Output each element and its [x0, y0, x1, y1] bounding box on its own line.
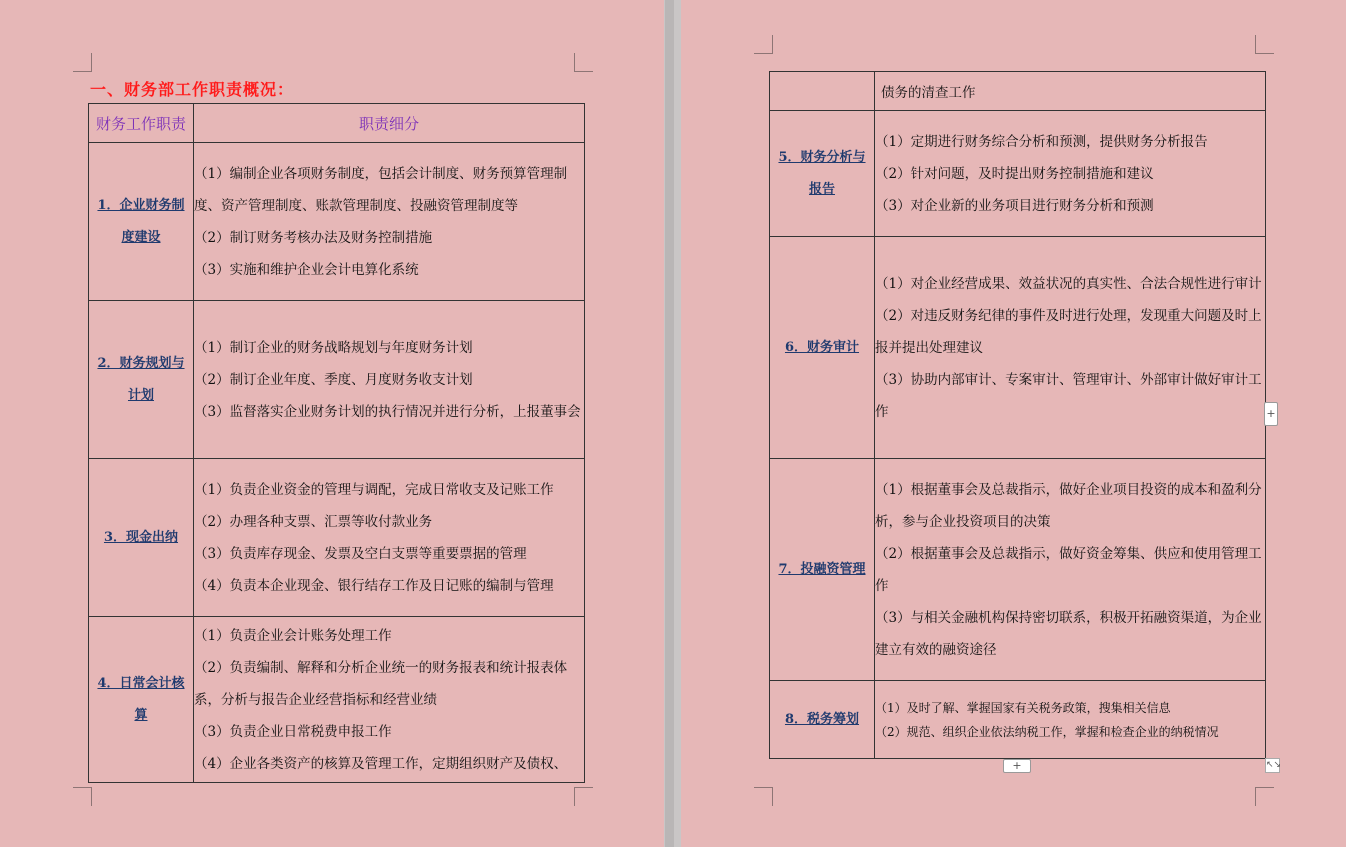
detail-item: （4）企业各类资产的核算及管理工作，定期组织财产及债权、 — [194, 755, 568, 772]
margin-corner-mark — [1255, 35, 1274, 54]
table-row[interactable] — [770, 237, 1266, 459]
detail-item: （1）对企业经营成果、效益状况的真实性、合法合规性进行审计 — [875, 275, 1262, 292]
table-header-row — [89, 104, 585, 143]
table-resize-handle[interactable]: ↖↘ — [1265, 758, 1280, 773]
category-link[interactable]: 2．财务规划与计划 — [97, 355, 185, 403]
table-row[interactable] — [770, 111, 1266, 237]
margin-corner-mark — [73, 787, 92, 806]
category-link[interactable]: 6．财务审计 — [784, 339, 860, 355]
detail-item: （3）协助内部审计、专案审计、管理审计、外部审计做好审计工作 — [875, 371, 1262, 420]
header-detail: 职责细分 — [194, 104, 585, 143]
category-link[interactable]: 5．财务分析与报告 — [778, 149, 866, 197]
detail-item: （1）制订企业的财务战略规划与年度财务计划 — [194, 339, 473, 356]
detail-item: （3）实施和维护企业会计电算化系统 — [194, 261, 419, 278]
margin-corner-mark — [574, 53, 593, 72]
detail-item: （1）及时了解、掌握国家有关税务政策，搜集相关信息 — [875, 700, 1171, 715]
continuation-text: 债务的清查工作 — [881, 85, 976, 101]
margin-corner-mark — [73, 53, 92, 72]
detail-item: （1）根据董事会及总裁指示，做好企业项目投资的成本和盈利分析，参与企业投资项目的决策 — [875, 481, 1262, 530]
add-row-button[interactable]: + — [1003, 759, 1031, 773]
category-link[interactable]: 8．税务筹划 — [784, 711, 860, 727]
category-link[interactable]: 3．现金出纳 — [103, 529, 179, 545]
category-link[interactable]: 4．日常会计核算 — [97, 675, 185, 723]
margin-corner-mark — [574, 787, 593, 806]
table-row[interactable] — [770, 459, 1266, 681]
table-row[interactable] — [89, 143, 585, 301]
detail-item: （3）负责企业日常税费申报工作 — [194, 723, 392, 740]
detail-item: （2）规范、组织企业依法纳税工作，掌握和检查企业的纳税情况 — [875, 724, 1219, 739]
margin-corner-mark — [754, 787, 773, 806]
detail-item: （3）对企业新的业务项目进行财务分析和预测 — [875, 197, 1154, 214]
detail-item: （3）负责库存现金、发票及空白支票等重要票据的管理 — [194, 545, 527, 562]
detail-item: （2）根据董事会及总裁指示，做好资金筹集、供应和使用管理工作 — [875, 545, 1262, 594]
table-row[interactable] — [89, 301, 585, 459]
detail-item: （2）负责编制、解释和分析企业统一的财务报表和统计报表体系，分析与报告企业经营指标和经营业绩 — [194, 659, 568, 708]
duty-table-left[interactable] — [88, 103, 585, 783]
margin-corner-mark — [754, 35, 773, 54]
detail-item: （1）负责企业会计账务处理工作 — [194, 627, 392, 644]
detail-item: （1）负责企业资金的管理与调配，完成日常收支及记账工作 — [194, 481, 554, 498]
duty-table-right[interactable] — [769, 71, 1266, 759]
section-heading: 一、财务部工作职责概况： — [90, 80, 295, 99]
detail-item: （4）负责本企业现金、银行结存工作及日记账的编制与管理 — [194, 577, 554, 594]
detail-item: （2）对违反财务纪律的事件及时进行处理，发现重大问题及时上报并提出处理建议 — [875, 307, 1262, 356]
table-row[interactable] — [770, 681, 1266, 759]
header-category: 财务工作职责 — [89, 104, 194, 143]
margin-corner-mark — [1255, 787, 1274, 806]
table-row-continuation[interactable] — [770, 72, 1266, 111]
category-link[interactable]: 7．投融资管理 — [778, 561, 866, 577]
detail-item: （1）编制企业各项财务制度，包括会计制度、财务预算管理制度、资产管理制度、账款管理制度、投融资管理制度等 — [194, 165, 568, 214]
table-row[interactable] — [89, 459, 585, 617]
document-page-left — [0, 0, 664, 847]
page-gutter — [664, 0, 681, 847]
table-row[interactable] — [89, 617, 585, 783]
detail-item: （3）监督落实企业财务计划的执行情况并进行分析，上报董事会 — [194, 403, 581, 420]
detail-item: （2）针对问题，及时提出财务控制措施和建议 — [875, 165, 1154, 182]
detail-item: （2）制订企业年度、季度、月度财务收支计划 — [194, 371, 473, 388]
add-column-button[interactable]: + — [1264, 402, 1278, 426]
detail-item: （1）定期进行财务综合分析和预测，提供财务分析报告 — [875, 133, 1208, 150]
detail-item: （2）办理各种支票、汇票等收付款业务 — [194, 513, 433, 530]
category-link[interactable]: 1．企业财务制度建设 — [97, 197, 185, 245]
detail-item: （2）制订财务考核办法及财务控制措施 — [194, 229, 433, 246]
document-page-right — [681, 0, 1346, 847]
detail-item: （3）与相关金融机构保持密切联系，积极开拓融资渠道，为企业建立有效的融资途径 — [875, 609, 1262, 658]
